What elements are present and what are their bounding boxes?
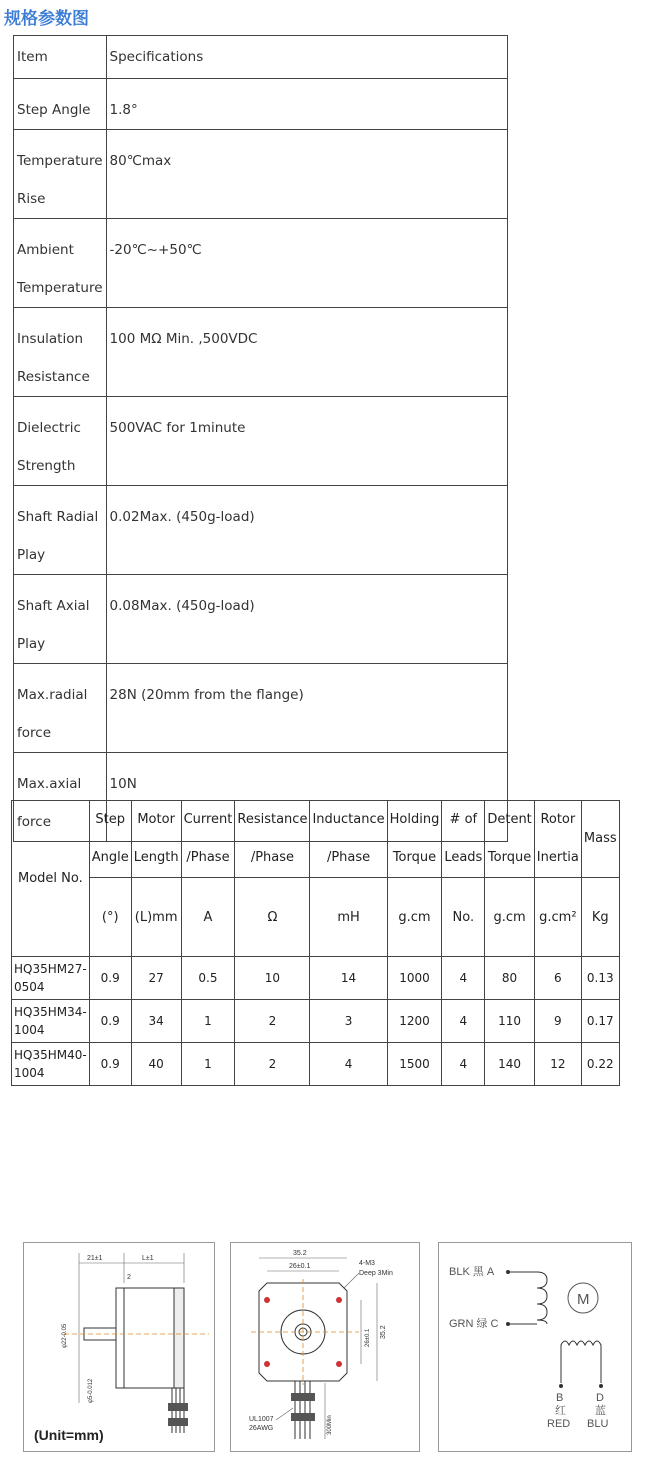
- depth-label: Deep 3Min: [359, 1270, 393, 1277]
- spec-row: [14, 397, 508, 486]
- wire-c-label: GRN 绿 C: [449, 1318, 499, 1330]
- model-value: 1200: [387, 1000, 442, 1043]
- wire-b-letter: B: [556, 1392, 564, 1404]
- model-value: 12: [534, 1043, 581, 1086]
- model-value: 40: [131, 1043, 181, 1086]
- spec-row: [14, 308, 508, 397]
- spec-value: -20℃~+50℃: [106, 219, 507, 308]
- dim-l-label: L±1: [142, 1255, 154, 1262]
- dim-2-label: 2: [127, 1274, 131, 1281]
- model-value: 4: [310, 1043, 387, 1086]
- spec-value: 1.8°: [106, 79, 507, 130]
- spec-value: 0.02Max. (450g-load): [106, 486, 507, 575]
- wiring-svg: [439, 1243, 631, 1451]
- model-value: 10: [235, 957, 310, 1000]
- model-value: 2: [235, 1000, 310, 1043]
- model-value: 27: [131, 957, 181, 1000]
- model-value: 4: [442, 1000, 485, 1043]
- unit-cell: mH: [310, 878, 387, 957]
- spec-item: Step Angle: [14, 79, 107, 130]
- model-value: 0.9: [89, 1000, 131, 1043]
- awg-label: 26AWG: [249, 1425, 274, 1432]
- model-table: [11, 800, 620, 1086]
- spec-item: Temperature Rise: [14, 130, 107, 219]
- model-value: 2: [235, 1043, 310, 1086]
- model-value: 1: [181, 1000, 235, 1043]
- col-header: Resistance /Phase: [235, 801, 310, 878]
- unit-cell: Ω: [235, 878, 310, 957]
- front-view-drawing: [230, 1242, 420, 1452]
- col-header: Current /Phase: [181, 801, 235, 878]
- wire-b-cn: 红: [555, 1405, 566, 1417]
- model-value: 3: [310, 1000, 387, 1043]
- unit-cell: g.cm: [485, 878, 534, 957]
- col-header: Inductance /Phase: [310, 801, 387, 878]
- unit-cell: (L)mm: [131, 878, 181, 957]
- side-view-svg: [24, 1243, 214, 1451]
- height-label: 35.2: [380, 1325, 387, 1339]
- spec-item: Shaft Radial Play: [14, 486, 107, 575]
- spec-item: Max.radial force: [14, 664, 107, 753]
- unit-cell: A: [181, 878, 235, 957]
- spec-item: Shaft Axial Play: [14, 575, 107, 664]
- spec-item: Insulation Resistance: [14, 308, 107, 397]
- spec-row: [14, 486, 508, 575]
- col-header: # of Leads: [442, 801, 485, 878]
- model-value: 0.17: [581, 1000, 619, 1043]
- thread-label: 4-M3: [359, 1260, 375, 1267]
- wire-a-label: BLK 黑 A: [449, 1266, 495, 1278]
- spec-row: [14, 130, 508, 219]
- model-value: 1: [181, 1043, 235, 1086]
- spec-value: 80℃max: [106, 130, 507, 219]
- spec-item: Ambient Temperature: [14, 219, 107, 308]
- spec-header-row: [14, 36, 508, 79]
- lead-len-label: 300Min: [327, 1415, 333, 1435]
- dim-a-label: 21±1: [87, 1255, 103, 1262]
- unit-cell: (°): [89, 878, 131, 957]
- unit-row: [12, 878, 620, 957]
- model-value: 4: [442, 1043, 485, 1086]
- model-value: 80: [485, 957, 534, 1000]
- model-row: [12, 1000, 620, 1043]
- side-view-drawing: [23, 1242, 215, 1452]
- wire-d-letter: D: [596, 1392, 604, 1404]
- spec-value: 10N: [106, 753, 507, 842]
- spec-header-item: Item: [14, 36, 107, 79]
- model-value: 6: [534, 957, 581, 1000]
- model-number: HQ35HM34-1004: [12, 1000, 90, 1043]
- model-value: 34: [131, 1000, 181, 1043]
- cable-label: UL1007: [249, 1416, 274, 1423]
- motor-label: M: [577, 1291, 590, 1308]
- col-header: Motor Length: [131, 801, 181, 878]
- unit-cell: No.: [442, 878, 485, 957]
- spec-row: [14, 575, 508, 664]
- model-value: 0.9: [89, 1043, 131, 1086]
- model-row: [12, 1043, 620, 1086]
- model-value: 0.9: [89, 957, 131, 1000]
- spec-row: [14, 664, 508, 753]
- model-value: 9: [534, 1000, 581, 1043]
- spec-header-spec: Specifications: [106, 36, 507, 79]
- model-number: HQ35HM27-0504: [12, 957, 90, 1000]
- col-header: Detent Torque: [485, 801, 534, 878]
- wiring-diagram: [438, 1242, 632, 1452]
- model-value: 0.13: [581, 957, 619, 1000]
- model-value: 140: [485, 1043, 534, 1086]
- dim-d1-label: φ22-0.05: [62, 1323, 68, 1348]
- front-view-svg: [231, 1243, 419, 1451]
- col-header: Mass: [581, 801, 619, 878]
- wire-d-cn: 蓝: [595, 1405, 606, 1417]
- model-row: [12, 957, 620, 1000]
- spec-value: 500VAC for 1minute: [106, 397, 507, 486]
- col-header: Rotor Inertia: [534, 801, 581, 878]
- spec-item: Dielectric Strength: [14, 397, 107, 486]
- spec-value: 0.08Max. (450g-load): [106, 575, 507, 664]
- wire-b-en: RED: [547, 1418, 571, 1430]
- spec-row: [14, 219, 508, 308]
- model-value: 1500: [387, 1043, 442, 1086]
- dim-d2-label: φ5-0.012: [88, 1378, 94, 1403]
- model-value: 110: [485, 1000, 534, 1043]
- width-label: 35.2: [293, 1250, 307, 1257]
- page-title: 规格参数图: [4, 9, 89, 29]
- spec-table: [13, 35, 508, 842]
- unit-cell: Kg: [581, 878, 619, 957]
- model-number: HQ35HM40-1004: [12, 1043, 90, 1086]
- model-header: Model No.: [12, 801, 90, 957]
- spec-item: Max.axial force: [14, 753, 107, 842]
- model-value: 1000: [387, 957, 442, 1000]
- model-value: 14: [310, 957, 387, 1000]
- col-header: Holding Torque: [387, 801, 442, 878]
- unit-cell: g.cm: [387, 878, 442, 957]
- spec-value: 28N (20mm from the flange): [106, 664, 507, 753]
- hole-v-label: 26±0.1: [365, 1328, 371, 1347]
- spec-value: 100 MΩ Min. ,500VDC: [106, 308, 507, 397]
- model-value: 0.22: [581, 1043, 619, 1086]
- model-value: 0.5: [181, 957, 235, 1000]
- col-header: Step Angle: [89, 801, 131, 878]
- unit-label: (Unit=mm): [34, 1427, 104, 1443]
- wire-d-en: BLU: [587, 1418, 609, 1430]
- unit-cell: g.cm²: [534, 878, 581, 957]
- model-value: 4: [442, 957, 485, 1000]
- hole-label: 26±0.1: [289, 1263, 311, 1270]
- spec-row: [14, 79, 508, 130]
